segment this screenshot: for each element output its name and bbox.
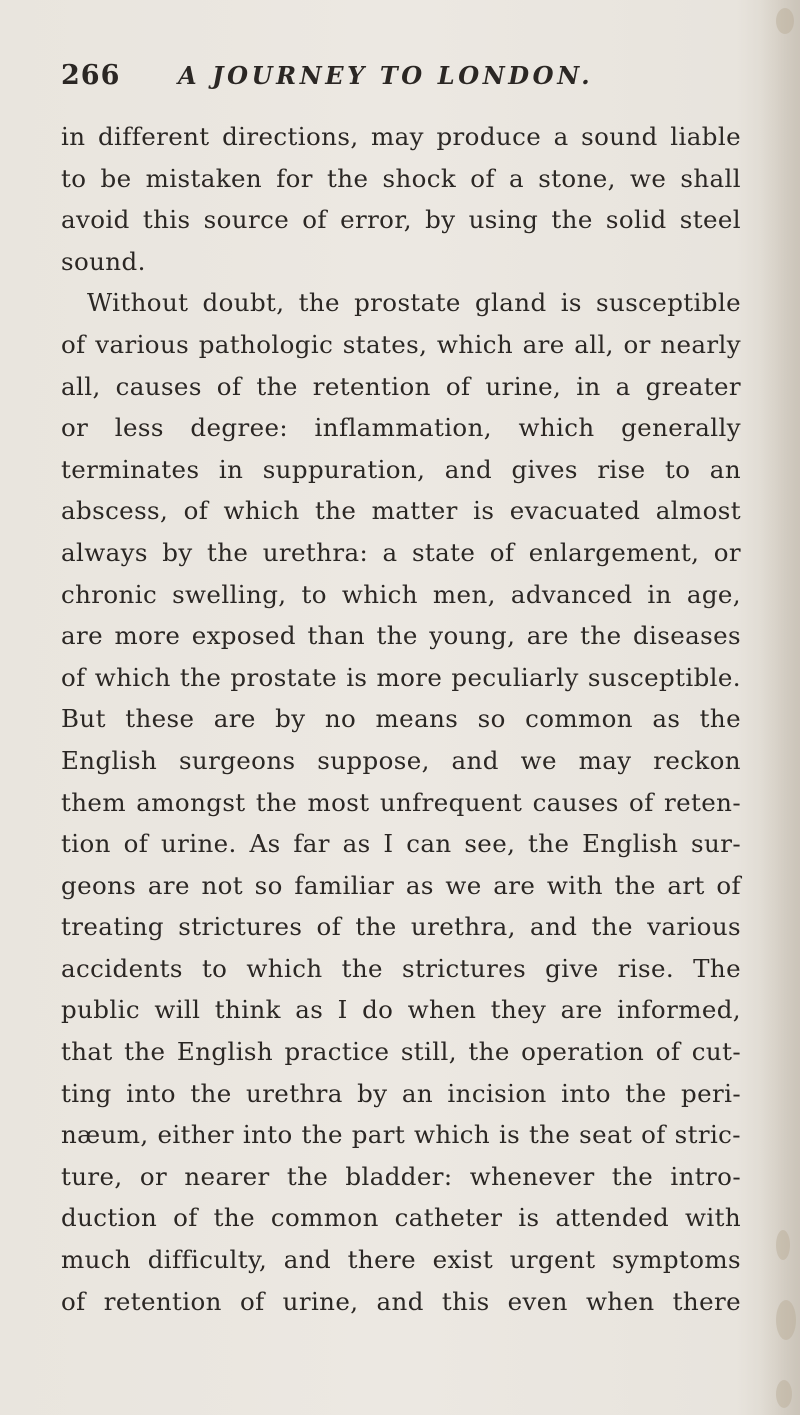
text-line: Without doubt, the prostate gland is susceptible bbox=[87, 288, 741, 318]
text-line: or less degree: inflammation, which generally bbox=[61, 413, 741, 443]
text-line: accidents to which the strictures give rise. The bbox=[61, 953, 741, 983]
text-line: ting into the urethra by an incision into the peri- bbox=[61, 1078, 741, 1108]
paper-stain bbox=[776, 1230, 790, 1260]
text-line: treating strictures of the urethra, and the various bbox=[61, 912, 741, 942]
text-line: næum, either into the part which is the seat of stric- bbox=[61, 1120, 741, 1150]
running-title: A JOURNEY TO LONDON. bbox=[178, 61, 594, 90]
text-line: avoid this source of error, by using the solid steel bbox=[61, 205, 741, 235]
text-line: geons are not so familiar as we are with the art of bbox=[61, 870, 741, 900]
text-line: ture, or nearer the bladder: whenever the intro- bbox=[61, 1161, 741, 1191]
text-line: public will think as I do when they are informed, bbox=[61, 995, 741, 1025]
text-line: much difficulty, and there exist urgent symptoms bbox=[61, 1245, 741, 1275]
running-head bbox=[61, 60, 741, 98]
text-line: English surgeons suppose, and we may reckon bbox=[61, 745, 741, 775]
text-line: tion of urine. As far as I can see, the English sur- bbox=[61, 829, 741, 859]
text-line: of various pathologic states, which are all, or nearly bbox=[61, 329, 741, 359]
text-line: all, causes of the retention of urine, in a greater bbox=[61, 371, 741, 401]
text-line: of which the prostate is more peculiarly susceptible. bbox=[61, 662, 741, 692]
text-line: that the English practice still, the operation of cut- bbox=[61, 1037, 741, 1067]
text-line: sound. bbox=[61, 246, 146, 276]
text-line: abscess, of which the matter is evacuated almost bbox=[61, 496, 741, 526]
body-text bbox=[61, 116, 741, 1322]
paper-stain bbox=[776, 1300, 796, 1340]
text-line: are more exposed than the young, are the diseases bbox=[61, 621, 741, 651]
paper-stain bbox=[776, 1380, 792, 1408]
text-line: of retention of urine, and this even when there bbox=[61, 1286, 741, 1316]
text-line: duction of the common catheter is attended with bbox=[61, 1203, 741, 1233]
text-line: to be mistaken for the shock of a stone, we shall bbox=[61, 163, 741, 193]
paper-stain bbox=[776, 8, 794, 34]
text-line: chronic swelling, to which men, advanced in age, bbox=[61, 579, 741, 609]
text-line: in different directions, may produce a sound liable bbox=[61, 122, 741, 151]
text-line: But these are by no means so common as the bbox=[61, 704, 741, 734]
page-edge-shadow bbox=[760, 0, 800, 1415]
text-line: terminates in suppuration, and gives rise to an bbox=[61, 454, 741, 484]
page-number: 266 bbox=[61, 60, 121, 91]
text-line: always by the urethra: a state of enlargement, or bbox=[61, 537, 741, 567]
text-line: them amongst the most unfrequent causes of reten- bbox=[61, 787, 741, 817]
